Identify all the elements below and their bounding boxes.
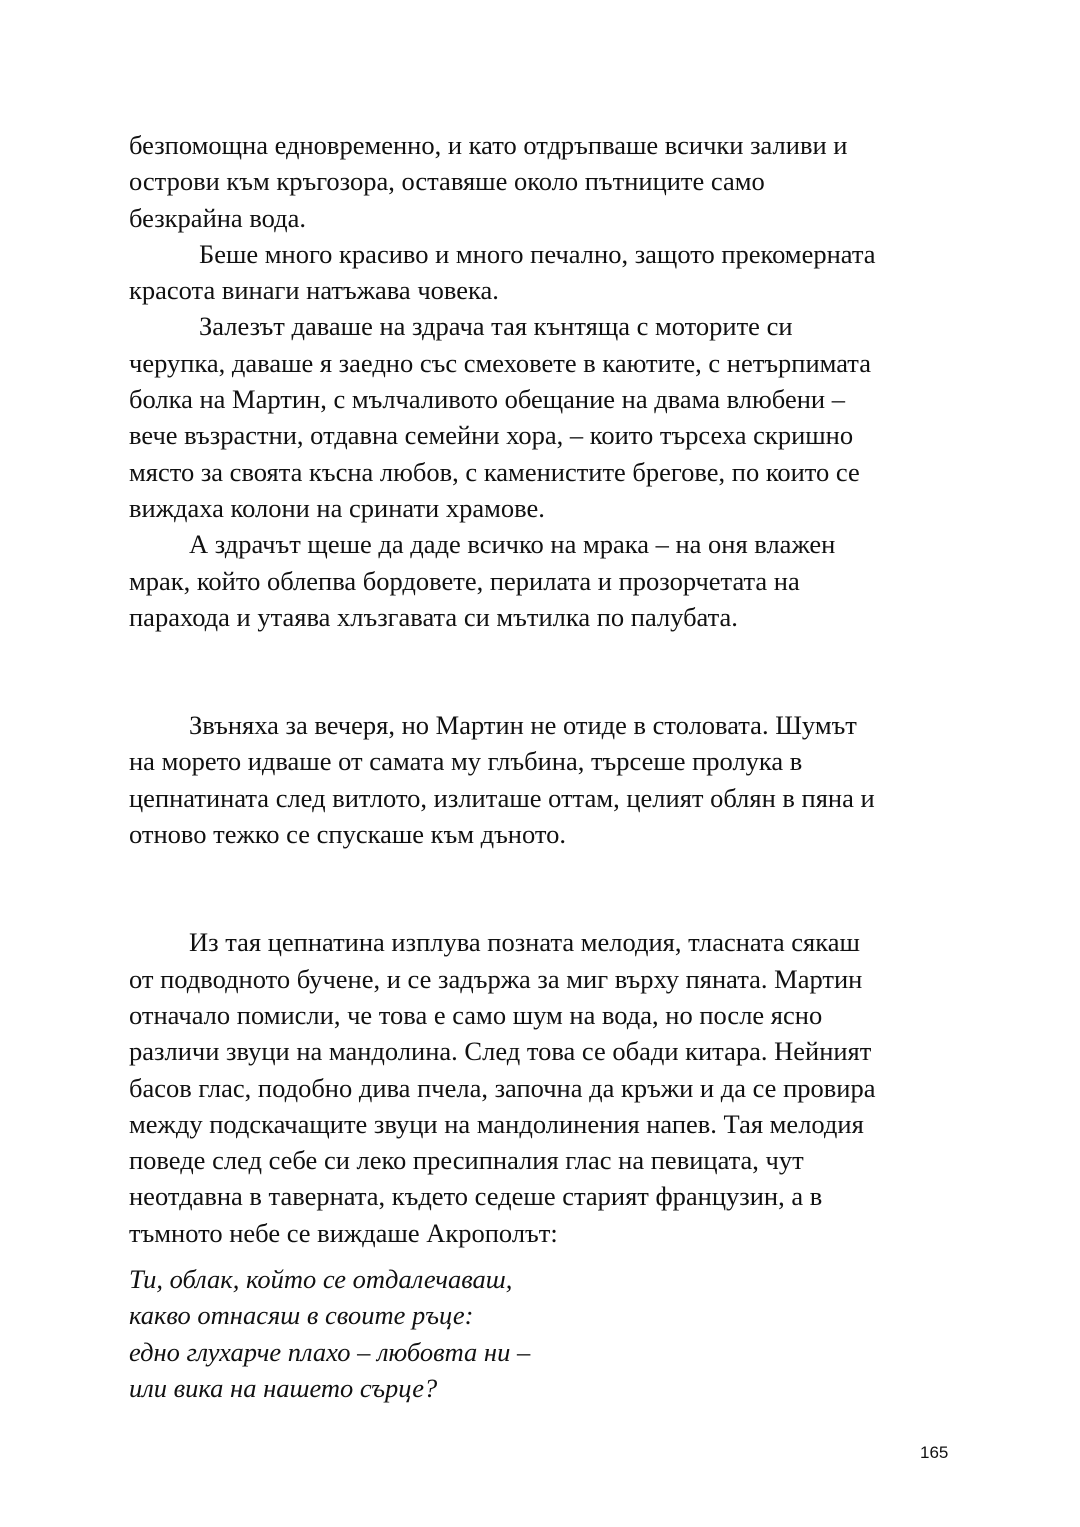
verse-line: какво отнасяш в своите ръце:	[129, 1300, 474, 1331]
paragraph	[129, 308, 959, 526]
paragraph	[129, 526, 959, 635]
text-line: цепнатината след витлото, излиташе оттам, целият облян в пяна и	[129, 782, 875, 813]
page-number: 165	[920, 1443, 949, 1462]
text-line: Залезът даваше на здрача тая кънтяща с моторите си	[199, 311, 793, 342]
text-line: различи звуци на мандолина. След това се обади китара. Нейният	[129, 1036, 872, 1067]
text-line: черупка, даваше я заедно със смеховете в каютите, с нетърпимата	[129, 347, 871, 378]
verse-gap	[129, 1251, 959, 1261]
text-line: вече възрастни, отдавна семейни хора, – които търсеха скришно	[129, 420, 854, 451]
text-line: болка на Мартин, с мълчаливото обещание на двама влюбени –	[129, 384, 845, 415]
text-line: неотдавна в таверната, където седеше старият французин, а в	[129, 1181, 823, 1212]
verse-line: Ти, облак, който се отдалечаваш,	[129, 1264, 513, 1295]
text-line: виждаха колони на сринати храмове.	[129, 492, 545, 523]
text-line: Беше много красиво и много печално, защото прекомерната	[199, 238, 876, 269]
text-line: острови към кръгозора, оставяше около пътниците само	[129, 166, 765, 197]
text-line: парахода и утаява хлъзгавата си мътилка по палубата.	[129, 601, 738, 632]
text-line: между подскачащите звуци на мандолинения напев. Тая мелодия	[129, 1108, 864, 1139]
text-line: на морето идваше от самата му глъбина, търсеше пролука в	[129, 746, 803, 777]
section-gap	[129, 635, 959, 707]
text-line: място за своята късна любов, с каменистите брегове, по които се	[129, 456, 860, 487]
verse-line: едно глухарче плахо – любовта ни –	[129, 1336, 531, 1367]
text-line: отново тежко се спускаше към дъното.	[129, 819, 566, 850]
verse	[129, 1261, 959, 1406]
text-line: басов глас, подобно дива пчела, започна да кръжи и да се провира	[129, 1072, 876, 1103]
page-body	[129, 127, 959, 1406]
text-line: безпомощна едновременно, и като отдръпваше всички заливи и	[129, 130, 848, 160]
text-line: Звъняха за вечеря, но Мартин не отиде в столовата. Шумът	[189, 710, 857, 741]
text-line: от подводното бучене, и се задържа за миг върху пяната. Мартин	[129, 963, 863, 994]
text-line: красота винаги натъжава човека.	[129, 275, 499, 306]
paragraph	[129, 127, 959, 236]
paragraph	[129, 924, 959, 1251]
text-line: А здрачът щеше да даде всичко на мрака – на оня влажен	[189, 529, 836, 560]
verse-line: или вика на нашето сърце?	[129, 1372, 438, 1403]
text-line: Из тая цепнатина изплува позната мелодия, тласната сякаш	[189, 927, 860, 958]
text-line: тъмното небе се виждаше Акрополът:	[129, 1217, 558, 1248]
text-line: безкрайна вода.	[129, 202, 307, 233]
paragraph	[129, 707, 959, 852]
text-line: отначало помисли, че това е само шум на вода, но после ясно	[129, 999, 823, 1030]
text-line: поведе след себе си леко пресипналия глас на певицата, чут	[129, 1145, 804, 1176]
paragraph	[129, 236, 959, 309]
section-gap	[129, 852, 959, 924]
text-line: мрак, който облепва бордовете, перилата и прозорчетата на	[129, 565, 800, 596]
